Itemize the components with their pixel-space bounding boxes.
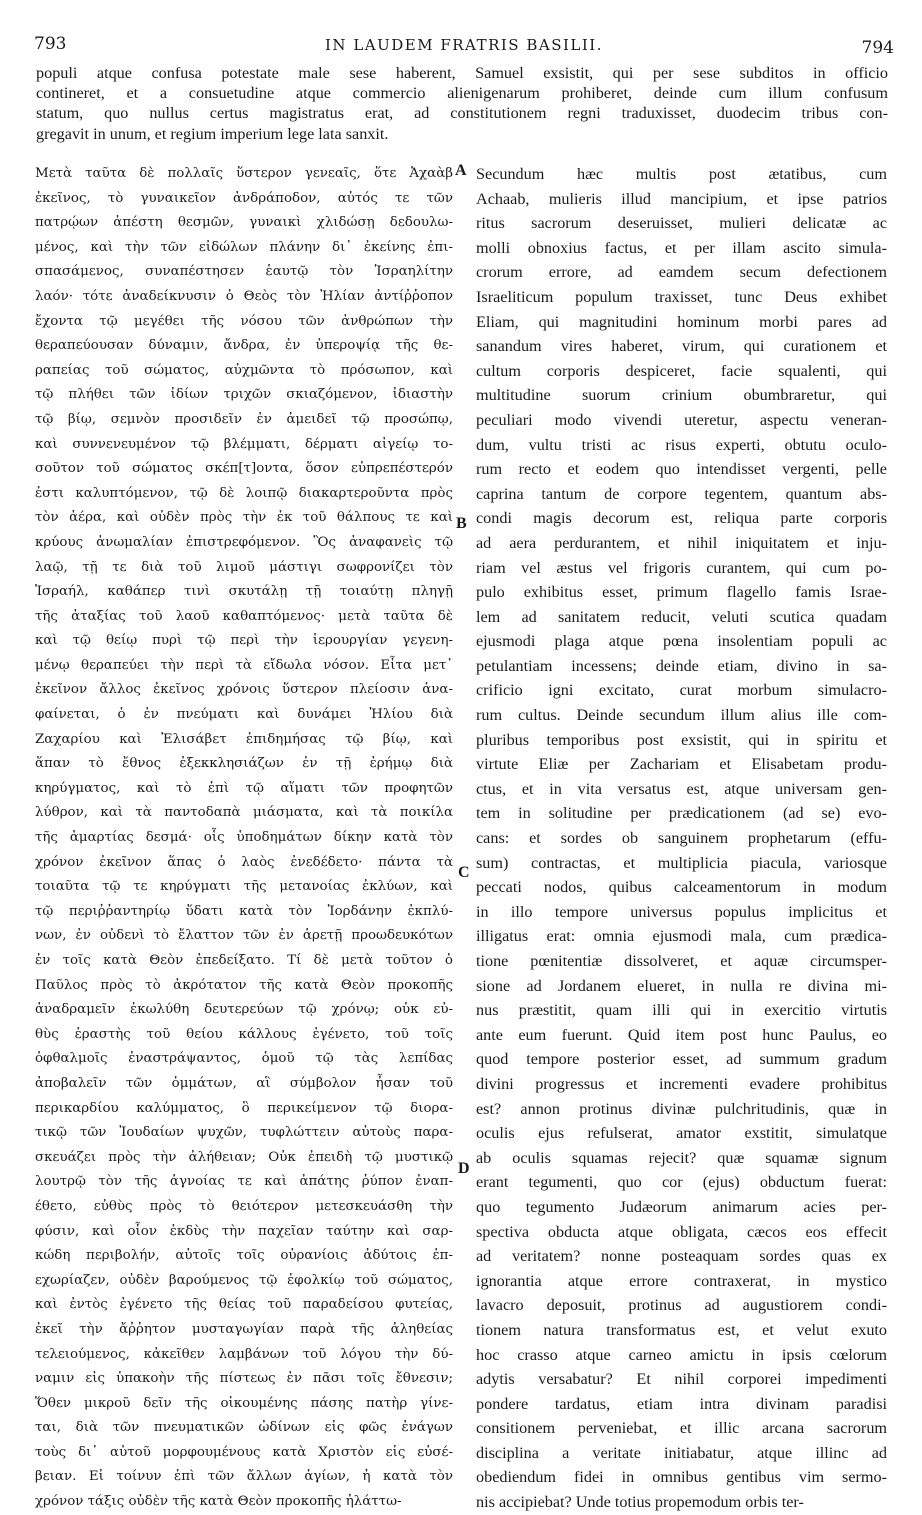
latin-text-line: hoc crasso atque carneo amictu in ipsis cœlorum	[476, 1345, 887, 1364]
latin-text-line: obediendum fidei in omnibus gentibus vim sermo-	[476, 1468, 887, 1487]
latin-text-line: tione pœnitentiæ dissolveret, et aquæ circumsper-	[476, 952, 887, 970]
greek-text-line: ἅπαν τὸ ἔθνος ἐξεκκλησιάζων ἐν τῇ ἐρήμῳ διὰ	[35, 756, 453, 772]
latin-text-line: virtute Eliæ per Zachariam et Elisabetam produ-	[476, 755, 887, 774]
latin-text-line: est? annon protinus divinæ pulchritudinis, quæ in	[476, 1099, 887, 1118]
latin-text-line: condi magis decorum est, reliqua parte corporis	[476, 509, 887, 528]
greek-text-line: ναμιν εἰς ὑπακοὴν τῆς πίστεως ἐν πᾶσι τοῖς ἔθνεσιν;	[35, 1371, 453, 1387]
latin-text-line: Eliam, qui magnitudini hominum morbi pares ad	[476, 312, 887, 331]
greek-text-line: έθετο, εὐθὺς πρὸς τὸ θειότερον μετεσκευάσθη τὴν	[35, 1198, 453, 1214]
greek-text-line: Παῦλος πρὸς τὸ ἀκρότατον τῆς κατὰ Θεὸν προκοπῆς	[35, 977, 453, 993]
running-head	[34, 34, 894, 58]
latin-text-line: dum, vultu tristi ac risus experti, obtutu oculo-	[476, 435, 887, 454]
latin-text-line: quod tempore posterior esset, ad summum gradum	[476, 1050, 887, 1069]
greek-text-line: μένος, καὶ τὴν τῶν εἰδώλων πλάνην δι᾽ ἐκείνης ἐπι-	[35, 239, 453, 255]
latin-text-line: spectiva obducta atque obligata, cæcos eos effecit	[476, 1222, 887, 1241]
latin-text-line: quo tegumento Judæorum animarum acies per-	[476, 1197, 887, 1216]
greek-text-line: χρόνον τάξις οὐδὲν τῆς κατὰ Θεὸν προκοπῆς ἠλάττω-	[35, 1494, 402, 1510]
latin-text-line: ab oculis squamas rejecit? quæ squamæ signum	[476, 1148, 887, 1167]
intro-paragraph	[36, 63, 888, 144]
right-column-number: 794	[861, 38, 894, 58]
latin-text-line: multitudine suorum crinium obumbraretur, qui	[476, 386, 887, 405]
latin-text-line: rum cultus. Deinde secundum illum alius ille com-	[476, 706, 887, 725]
greek-text-line: μένῳ θεραπεύει τὴν περὶ τὰ εἴδωλα νόσον. Εἶτα μετ᾽	[35, 657, 453, 673]
greek-text-line: περικαρδίου καλύμματος, ὃ περικείμενον τῷ διορα-	[35, 1100, 453, 1116]
greek-text-line: ἐκεῖνον ἄλλος ἐκεῖνος χρόνοις ὕστερον πλείοσιν ἀνα-	[35, 682, 453, 698]
greek-column	[35, 162, 453, 1515]
greek-text-line: ἀναδραμεῖν ἐκωλύθη δευτερεύων τῷ χρόνῳ; οὐκ εὐ-	[35, 1002, 453, 1018]
intro-line: contineret, et a consuetudine atque commercio alienigenarum prohiberet, deinde cum illum confusum	[36, 84, 888, 103]
latin-text-line: sanandum vires haberet, virum, qui curationem et	[476, 337, 887, 356]
latin-text-line: molli obnoxius factus, et per illam ascito simula-	[476, 238, 887, 257]
greek-text-line: χρόνον ἐκεῖνον ἅπας ὁ λαὸς ἐνεδέδετο· πάντα τὰ	[35, 854, 453, 870]
greek-text-line: τὸν ἀέρα, καὶ οὐδὲν πρὸς τὴν ἐκ τοῦ θάλπους τε καὶ	[35, 510, 453, 526]
latin-text-line: ejusmodi plaga atque pœna insolentiam populi ac	[476, 632, 887, 651]
latin-text-line: tionem natura transformatus est, et velut exuto	[476, 1320, 887, 1339]
greek-text-line: τῷ βίῳ, σεμνὸν προσιδεῖν ἐν ἀμειδεῖ τῷ προσώπῳ,	[35, 411, 453, 427]
intro-line: populi atque confusa potestate male sese haberent, Samuel exsistit, qui per sese subditos in officio	[36, 64, 888, 82]
greek-text-line: βειαν. Εἰ τοίνυν ἐπὶ τῶν ἄλλων ἁγίων, ἡ κατὰ τὸν	[35, 1469, 453, 1485]
latin-text-line: lavacro deposuit, protinus ad augustiorem condi-	[476, 1296, 887, 1315]
greek-text-line: φαίνεται, ὁ ἐν πνεύματι καὶ δυνάμει Ἠλίου διὰ	[35, 707, 453, 723]
latin-text-line: crificio igni excitato, curat morbum simulacro-	[476, 681, 887, 700]
greek-text-line: εχωρίαζεν, οὐδὲν βαρούμενος τῷ ἐφολκίῳ τοῦ σώματος,	[35, 1272, 453, 1288]
latin-text-line: pluribus temporibus post exsistit, qui in spiritu et	[476, 730, 887, 749]
greek-text-line: φύσιν, καὶ οἷον ἐκδὺς τὴν παχεῖαν ταύτην καὶ σαρ-	[35, 1223, 453, 1239]
latin-text-line: Secundum hæc multis post ætatibus, cum	[476, 165, 887, 183]
greek-text-line: τῆς ἀταξίας τοῦ λαοῦ καθαπτόμενος· μετὰ ταῦτα δὲ	[35, 608, 453, 624]
latin-text-line: erant tegumenti, quo cor (ejus) obductum fuerat:	[476, 1173, 887, 1192]
greek-text-line: ἐκεῖνος, τὸ γυναικεῖον ἀνδράποδον, αὐτός τε τῶν	[35, 190, 453, 206]
greek-text-line: Μετὰ ταῦτα δὲ πολλαῖς ὕστερον γενεαῖς, ὅτε Ἀχαὰβ	[35, 166, 453, 181]
latin-text-line: rum recto et eodem quo intendisset vergenti, pelle	[476, 460, 887, 479]
page-title: IN LAUDEM FRATRIS BASILII.	[325, 36, 603, 54]
latin-text-line: ctus, et in vita versatus est, atque universam gen-	[476, 779, 887, 798]
greek-text-line: καὶ συννενευμένον τῷ βλέμματι, δέρματι αἰγείῳ το-	[35, 436, 453, 452]
latin-text-line: cultum corporis despiceret, facie squalenti, qui	[476, 361, 887, 380]
latin-text-line: in illo tempore universus populus implicitus et	[476, 902, 887, 921]
greek-text-line: Ὅθεν μικροῦ δεῖν τῆς οἰκουμένης πάσης πατὴρ γίνε-	[35, 1395, 453, 1411]
greek-text-line: τοὺς δι᾽ αὐτοῦ μορφουμένους κατὰ Χριστὸν εἰς εὐσέ-	[35, 1444, 453, 1460]
latin-text-line: nus præstitit, quam illi qui in exercitio virtutis	[476, 1001, 887, 1020]
greek-text-line: Ζαχαρίου καὶ Ἐλισάβετ ἐπιδημήσας τῷ βίῳ, καὶ	[35, 731, 453, 747]
latin-column	[476, 162, 887, 1515]
latin-text-line: lem ad sanitatem reducit, veluti scutica quadam	[476, 607, 887, 626]
greek-text-line: τικῷ τῶν Ἰουδαίων ψυχῶν, τυφλώττειν αὐτοὺς παρα-	[35, 1125, 453, 1141]
latin-text-line: disciplina a veritate initiabatur, atque illinc ad	[476, 1443, 887, 1462]
margin-marker-a: A	[455, 162, 467, 179]
greek-text-line: ὀφθαλμοῖς ἐναστράψαντος, ὁμοῦ τῷ τὰς λεπίδας	[35, 1051, 453, 1067]
greek-text-line: τῆς ἁμαρτίας δεσμά· οἷς ὑποδημάτων δίκην κατὰ τὸν	[35, 830, 453, 846]
greek-text-line: θὺς ἐραστὴς τοῦ θείου κάλλους ἐγένετο, τοῦ τοῖς	[35, 1026, 453, 1042]
greek-text-line: θεραπεύουσαν δύναμιν, ἄνδρα, ἐν ὑπεροψίᾳ τῆς θε-	[35, 338, 453, 354]
latin-text-line: illigatus erat: omnia ejusmodi mala, cum prædica-	[476, 927, 887, 946]
latin-text-line: petulantiam incessens; deinde etiam, divino in sa-	[476, 656, 887, 675]
latin-text-line: ad veritatem? nonne posteaquam sordes quas ex	[476, 1247, 887, 1266]
margin-marker-d: D	[458, 1160, 470, 1177]
greek-text-line: ἐστι καλυπτόμενον, τῷ δὲ λοιπῷ διακαρτεροῦντα πρὸς	[35, 485, 453, 501]
greek-text-line: λύθρον, καὶ τὰ παντοδαπὰ μιάσματα, καὶ τὰ ποικίλα	[35, 805, 453, 821]
latin-text-line: peculiari modo vivendi uteretur, aspectu veneran-	[476, 410, 887, 429]
latin-text-line: tem in solitudine per prædicationem (ad se) evo-	[476, 804, 887, 823]
latin-text-line: cans: et sordes ob sanguinem prophetarum (effu-	[476, 829, 887, 848]
latin-text-line: ritus sacrorum deseruisset, mulieri delicatæ ac	[476, 214, 887, 233]
latin-text-line: oculis ejus refulserat, amator exstitit, simulatque	[476, 1124, 887, 1143]
latin-text-line: sum) contractas, et multiplicia piacula, variosque	[476, 853, 887, 872]
intro-line: statum, quo nullus certus magistratus erat, ad constitutionem regni traduxisset, duodecim tribus con-	[36, 104, 888, 123]
latin-text-line: ad aera perdurantem, et nihil iniquitatem et inju-	[476, 533, 887, 552]
greek-text-line: ται, διὰ τῶν πνευματικῶν ὠδίνων εἰς φῶς ἐνάγων	[35, 1420, 453, 1436]
left-column-number: 793	[34, 34, 67, 54]
greek-text-line: καὶ τῷ θείῳ πυρὶ τῷ περὶ τὴν ἱερουργίαν γεγενη-	[35, 633, 453, 649]
greek-text-line: τῷ περιῤῥαντηρίῳ ὕδατι κατὰ τὸν Ἰορδάνην ἐκπλύ-	[35, 903, 453, 919]
greek-text-line: λαόν· τότε ἀναδείκνυσιν ὁ Θεὸς τὸν Ἠλίαν ἀντίῤῥοπον	[35, 288, 453, 304]
greek-text-line: νων, ἐν οὐδενὶ τὸ ἔλαττον τῶν ἐν ἀρετῇ προωδευκότων	[35, 928, 453, 944]
latin-text-line: pulo exhibitus esset, primum flagello famis Israe-	[476, 583, 887, 602]
greek-text-line: σπασάμενος, συναπέστησεν ἑαυτῷ τὸν Ἰσραηλίτην	[35, 264, 453, 280]
latin-text-line: Achaab, mulieris illud mancipium, et ipse patrios	[476, 189, 887, 208]
latin-text-line: caprina tantum de corpore tegentem, quantum abs-	[476, 484, 887, 503]
latin-text-line: nis accipiebat? Unde totius propemodum orbis ter-	[476, 1493, 804, 1512]
greek-text-line: ραπείας τοῦ σώματος, αὐχμῶντα τὸ πρόσωπον, καὶ	[35, 362, 453, 378]
latin-text-line: pondere tardatus, etiam intra divinam paradisi	[476, 1394, 887, 1413]
greek-text-line: τελειούμενος, κἀκεῖθεν λαμβάνων τοῦ λόγου τὴν δύ-	[35, 1346, 453, 1362]
latin-text-line: riam vel æstus vel frigoris curantem, qui cum po-	[476, 558, 887, 577]
margin-marker-b: B	[456, 515, 467, 532]
greek-text-line: λουτρῷ τὸν τῆς ἀγνοίας τε καὶ ἀπάτης ῥύπον ἐναπ-	[35, 1174, 453, 1190]
latin-text-line: ante eum fuerunt. Quid item post hunc Paulus, eo	[476, 1025, 887, 1044]
greek-text-line: ἔχοντα τῷ μεγέθει τῆς νόσου τῶν ἀνθρώπων τὴν	[35, 313, 453, 329]
latin-text-line: Israeliticum populum traxisset, tunc Deus exhibet	[476, 287, 887, 306]
latin-text-line: adytis versabatur? Et nihil corporei impedimenti	[476, 1370, 887, 1389]
greek-text-line: ἀποβαλεῖν τῶν ὀμμάτων, αἳ σύμβολον ἦσαν τοῦ	[35, 1075, 453, 1091]
greek-text-line: σοῦτον τοῦ σώματος σκέπ[τ]οντα, ὅσον εὐπρεπέστερόν	[35, 461, 453, 477]
latin-text-line: ignorantia atque errore contraxerat, in mystico	[476, 1271, 887, 1290]
greek-text-line: λαῷ, τῇ τε διὰ τοῦ λιμοῦ μάστιγι σωφρονίζει τὸν	[35, 559, 453, 575]
greek-text-line: τοιαῦτα τῷ τε κηρύγματι τῆς μετανοίας ἐκλύων, καὶ	[35, 879, 453, 895]
latin-text-line: divini progressus et incrementi evadere prohibitus	[476, 1074, 887, 1093]
margin-marker-c: C	[458, 864, 470, 881]
greek-text-line: Ἰσραήλ, καθάπερ τινὶ σκυτάλῃ τῇ τοιαύτῃ πληγῇ	[35, 584, 453, 600]
greek-text-line: τῷ πλήθει τῶν ἰδίων τριχῶν σκιαζόμενον, ἰδιαστὴν	[35, 387, 453, 403]
latin-text-line: sione ad Jordanem elueret, in nulla re divina mi-	[476, 976, 887, 995]
latin-text-line: crorum errore, ad eamdem secum defectionem	[476, 263, 887, 282]
greek-text-line: σκευάζει πρὸς τὴν ἀλήθειαν; Οὐκ ἐπειδὴ τῷ μυστικῷ	[35, 1149, 453, 1165]
latin-text-line: peccati nodos, quibus calceamentorum in modum	[476, 878, 887, 897]
latin-text-line: consitionem perveniebat, et illic arcana sacrorum	[476, 1419, 887, 1438]
greek-text-line: ἐν τοῖς κατὰ Θεὸν ἐπεδείξατο. Τί δὲ μετὰ τοῦτον ὁ	[35, 953, 453, 968]
greek-text-line: πατρῴων ἀπέστη θεσμῶν, γυναικὶ χλιδώσῃ δεδουλω-	[35, 215, 453, 231]
greek-text-line: κρύους ἀνωμαλίαν ἐπιστρεφόμενον. Ὃς ἀναφανεὶς τῷ	[35, 534, 453, 550]
greek-text-line: κηρύγματος, καὶ τὸ ἐπὶ τῷ αἵματι τῶν προφητῶν	[35, 780, 453, 796]
greek-text-line: κώδη περιβολήν, αὐτοῖς τοῖς οὐρανίοις ἀδύτοις ἐπ-	[35, 1248, 453, 1264]
greek-text-line: καὶ ἐντὸς ἐγένετο τῆς θείας τοῦ παραδείσου φυτείας,	[35, 1297, 453, 1313]
greek-text-line: ἐκεῖ τὴν ἄῤῥητον μυσταγωγίαν παρὰ τῆς ἀληθείας	[35, 1321, 453, 1337]
intro-line: gregavit in unum, et regium imperium lege lata sanxit.	[36, 124, 389, 143]
